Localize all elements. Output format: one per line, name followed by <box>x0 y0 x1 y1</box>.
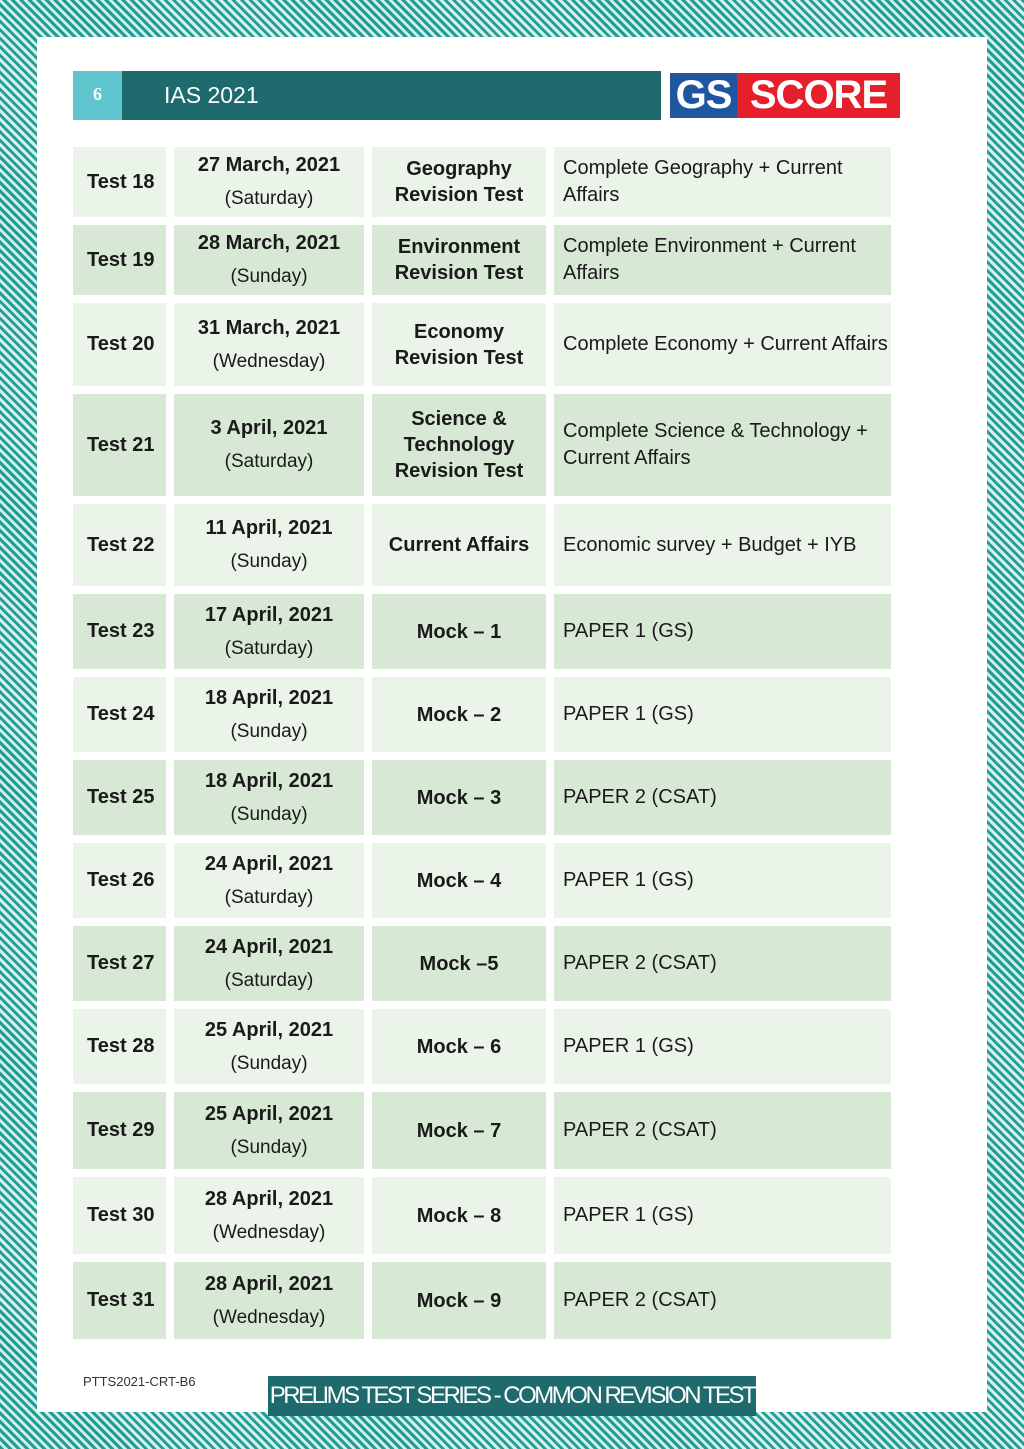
page-header <box>73 71 661 120</box>
test-syllabus: Complete Environment + Current Affairs <box>554 225 891 295</box>
test-syllabus: PAPER 2 (CSAT) <box>554 760 891 835</box>
test-date-cell <box>174 394 364 496</box>
test-day: (Sunday) <box>230 266 308 287</box>
test-date: 31 March, 2021 <box>197 316 341 339</box>
test-day: (Sunday) <box>230 551 308 572</box>
test-day: (Saturday) <box>224 886 314 908</box>
test-number: Test 30 <box>73 1177 166 1254</box>
gs-score-logo <box>668 71 902 120</box>
test-number: Test 23 <box>73 594 166 669</box>
test-syllabus: Complete Science & Technology + Current Affairs <box>554 394 891 496</box>
table-row <box>73 843 891 918</box>
test-number: Test 20 <box>73 303 166 386</box>
test-type: Mock – 7 <box>372 1092 546 1169</box>
test-type: Mock –5 <box>372 926 546 1001</box>
test-date-cell <box>174 147 364 217</box>
test-type: Mock – 1 <box>372 594 546 669</box>
table-row <box>73 760 891 835</box>
table-row <box>73 504 891 586</box>
test-syllabus: PAPER 2 (CSAT) <box>554 926 891 1001</box>
test-day: (Saturday) <box>224 188 314 209</box>
test-number: Test 28 <box>73 1009 166 1084</box>
test-date: 28 April, 2021 <box>204 1272 334 1295</box>
test-type: Environment Revision Test <box>372 225 546 295</box>
test-type: Mock – 6 <box>372 1009 546 1084</box>
test-day: (Sunday) <box>230 1136 308 1158</box>
test-date: 24 April, 2021 <box>204 935 334 958</box>
test-date-cell <box>174 843 364 918</box>
test-date-cell <box>174 303 364 386</box>
test-date-cell <box>174 760 364 835</box>
test-number: Test 24 <box>73 677 166 752</box>
test-date-cell <box>174 1177 364 1254</box>
test-day: (Sunday) <box>230 1052 308 1074</box>
test-day: (Saturday) <box>224 451 314 472</box>
test-date-cell <box>174 926 364 1001</box>
test-number: Test 27 <box>73 926 166 1001</box>
table-row <box>73 1262 891 1339</box>
test-date-cell <box>174 504 364 586</box>
test-syllabus: PAPER 2 (CSAT) <box>554 1092 891 1169</box>
test-syllabus: PAPER 1 (GS) <box>554 594 891 669</box>
test-date: 24 April, 2021 <box>204 852 334 875</box>
test-day: (Saturday) <box>224 969 314 991</box>
table-row <box>73 1009 891 1084</box>
test-number: Test 26 <box>73 843 166 918</box>
page-number: 6 <box>73 71 122 120</box>
test-date: 3 April, 2021 <box>210 417 328 439</box>
test-day: (Sunday) <box>230 720 308 742</box>
test-date-cell <box>174 225 364 295</box>
table-row <box>73 394 891 496</box>
test-date: 25 April, 2021 <box>204 1018 334 1041</box>
test-syllabus: PAPER 1 (GS) <box>554 1177 891 1254</box>
test-type: Science & Technology Revision Test <box>372 394 546 496</box>
test-date-cell <box>174 594 364 669</box>
test-type: Geography Revision Test <box>372 147 546 217</box>
test-date: 17 April, 2021 <box>204 603 334 626</box>
test-number: Test 25 <box>73 760 166 835</box>
test-type: Current Affairs <box>372 504 546 586</box>
test-syllabus: Complete Economy + Current Affairs <box>554 303 891 386</box>
test-date-cell <box>174 677 364 752</box>
page <box>37 37 987 1412</box>
table-row <box>73 1092 891 1169</box>
table-row <box>73 303 891 386</box>
test-syllabus: Complete Geography + Current Affairs <box>554 147 891 217</box>
test-syllabus: PAPER 1 (GS) <box>554 1009 891 1084</box>
test-type: Mock – 4 <box>372 843 546 918</box>
table-row <box>73 1177 891 1254</box>
test-date: 28 April, 2021 <box>204 1187 334 1210</box>
test-number: Test 18 <box>73 147 166 217</box>
test-type: Mock – 2 <box>372 677 546 752</box>
test-date: 11 April, 2021 <box>205 517 333 539</box>
footer-band: PRELIMS TEST SERIES - COMMON REVISION TEST <box>268 1376 756 1416</box>
table-row <box>73 594 891 669</box>
table-row <box>73 677 891 752</box>
test-number: Test 29 <box>73 1092 166 1169</box>
test-date-cell <box>174 1262 364 1339</box>
test-syllabus: PAPER 1 (GS) <box>554 677 891 752</box>
test-date: 25 April, 2021 <box>204 1102 334 1125</box>
table-row <box>73 926 891 1001</box>
logo-score: SCORE <box>737 73 900 118</box>
table-row <box>73 225 891 295</box>
test-date: 18 April, 2021 <box>204 769 334 792</box>
test-date: 18 April, 2021 <box>204 686 334 709</box>
table-row <box>73 147 891 217</box>
test-date: 28 March, 2021 <box>197 232 341 254</box>
page-title: IAS 2021 <box>164 82 259 108</box>
test-day: (Sunday) <box>230 803 308 825</box>
test-day: (Saturday) <box>224 637 314 659</box>
test-date-cell <box>174 1092 364 1169</box>
schedule-table <box>65 139 899 1347</box>
test-type: Mock – 9 <box>372 1262 546 1339</box>
test-day: (Wednesday) <box>212 1306 326 1328</box>
test-number: Test 19 <box>73 225 166 295</box>
test-day: (Wednesday) <box>212 1221 326 1243</box>
test-number: Test 31 <box>73 1262 166 1339</box>
logo-gs: GS <box>670 73 737 118</box>
test-date: 27 March, 2021 <box>197 154 341 176</box>
test-number: Test 21 <box>73 394 166 496</box>
test-date-cell <box>174 1009 364 1084</box>
test-syllabus: Economic survey + Budget + IYB <box>554 504 891 586</box>
test-type: Mock – 3 <box>372 760 546 835</box>
test-day: (Wednesday) <box>212 350 326 372</box>
test-type: Mock – 8 <box>372 1177 546 1254</box>
test-number: Test 22 <box>73 504 166 586</box>
test-type: Economy Revision Test <box>372 303 546 386</box>
footer-code: PTTS2021-CRT-B6 <box>83 1374 196 1389</box>
test-syllabus: PAPER 1 (GS) <box>554 843 891 918</box>
test-syllabus: PAPER 2 (CSAT) <box>554 1262 891 1339</box>
